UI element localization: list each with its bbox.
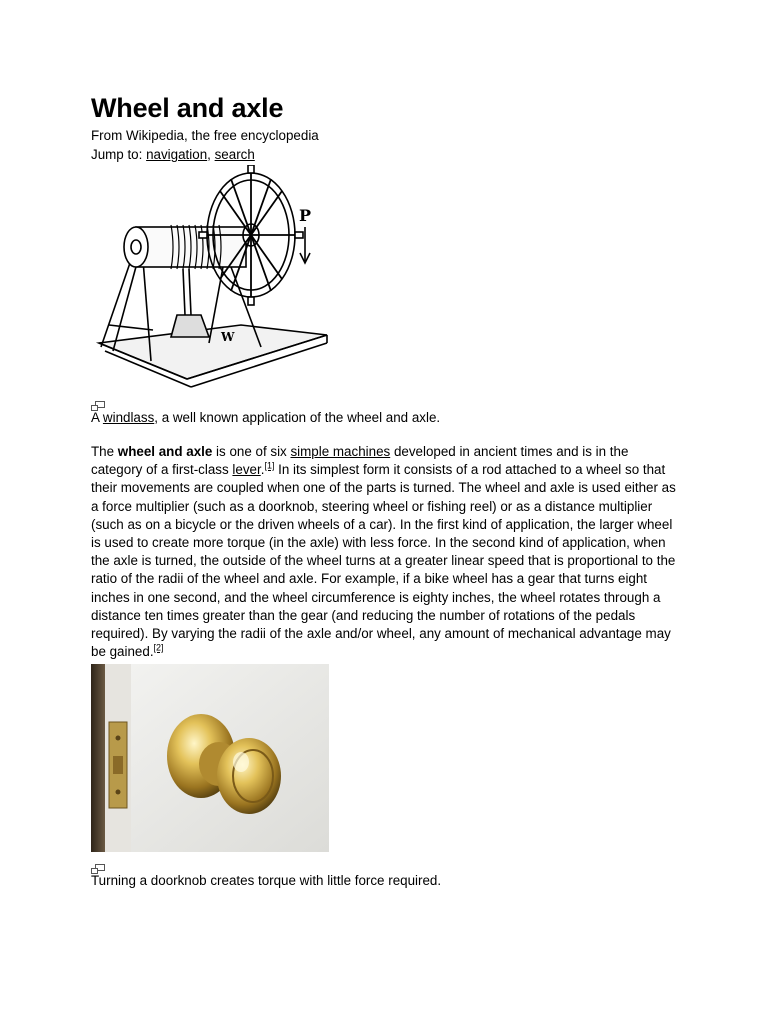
figure2-caption: Turning a doorknob creates torque with little force required. — [91, 873, 442, 888]
body-paragraph — [91, 443, 681, 661]
simple-machines-link[interactable]: simple machines — [290, 444, 391, 459]
windlass-link[interactable]: windlass — [102, 410, 155, 425]
force-label-p: P — [299, 206, 312, 225]
bold-term: wheel and axle — [117, 444, 213, 459]
text-run: . — [260, 462, 265, 478]
doorknob-photo — [91, 664, 329, 852]
enlarge-icon[interactable] — [91, 861, 105, 871]
text-run: The — [91, 444, 118, 459]
windlass-image[interactable] — [91, 165, 331, 391]
navigation-link[interactable]: navigation — [146, 147, 208, 162]
weight-label-w: W — [221, 330, 235, 344]
caption-text: , a well known application of the wheel and axle. — [154, 410, 441, 425]
reference-2-link[interactable]: [2] — [153, 642, 164, 653]
lever-link[interactable]: lever — [232, 462, 261, 478]
text-run: In its simplest form it consists of a rod attached to a wheel so that their movements are coupled when one of the parts is turned. The wheel and axle is used either as a force multiplier (such as a doorknob, steering wheel or fishing reel) or as a distance multiplier (such as on a bicycle or the driven wheels of a car). In the first kind of application, the larger wheel is used to create more torque (in the axle) with less force. In the second kind of application, when the axle is turned, the outside of the wheel turns at a greater linear speed that is proportional to the ratio of the radii of the wheel and axle. For example, if a bike wheel has a gear that turns eight inches in one second, and the wheel circumference is eighty inches, the wheel rotates through a distance ten times greater than the gear (and reducing the number of rotations of the pedals required). By varying the radii of the axle and/or wheel, any amount of mechanical advantage may be gained. — [91, 462, 676, 660]
text-run: is one of six — [212, 444, 291, 459]
search-link[interactable]: search — [214, 147, 255, 162]
site-subtitle: From Wikipedia, the free encyclopedia — [91, 128, 319, 143]
enlarge-icon[interactable] — [91, 398, 105, 408]
jump-separator: , — [207, 147, 215, 162]
figure1-caption — [91, 408, 440, 427]
caption-text: A — [91, 410, 103, 425]
reference-1-link[interactable]: [1] — [264, 460, 275, 471]
doorknob-image[interactable] — [91, 664, 329, 852]
jump-to-bar — [91, 145, 255, 164]
page-title: Wheel and axle — [91, 93, 284, 123]
jump-to-label: Jump to: — [91, 147, 143, 162]
windlass-illustration — [91, 165, 331, 391]
text-run: developed in ancient times and is in the category of a first-class — [91, 444, 629, 478]
